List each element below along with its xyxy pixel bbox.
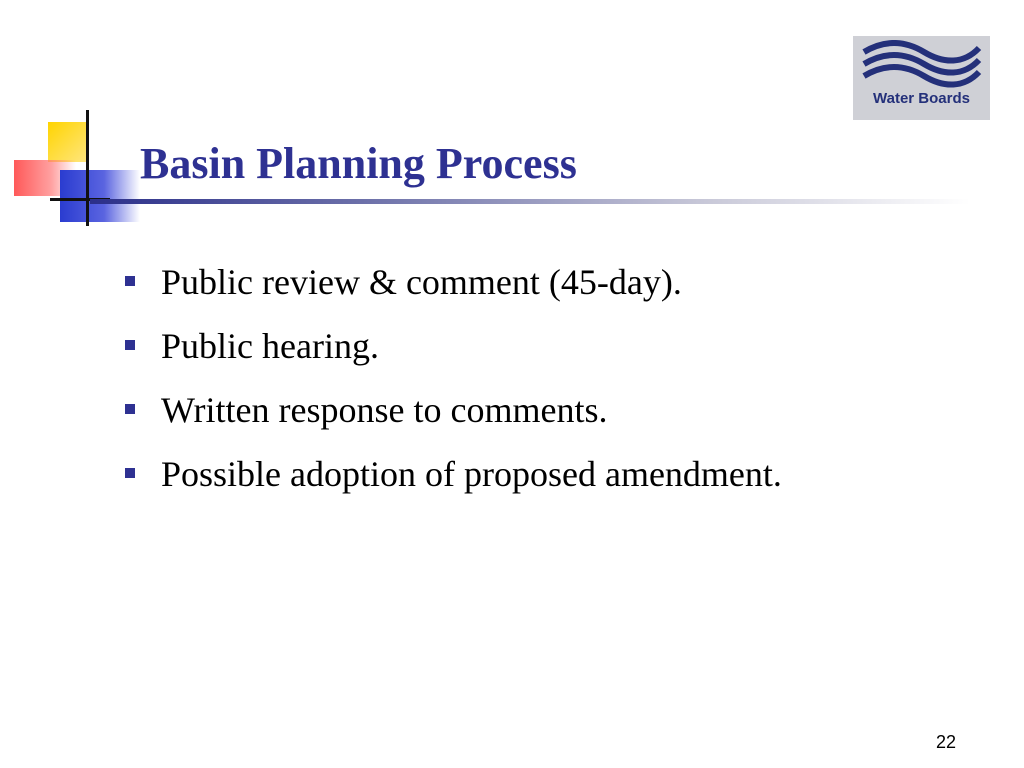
slide-title: Basin Planning Process [140, 139, 577, 188]
bullet-square-icon [125, 404, 135, 414]
bullet-text: Possible adoption of proposed amendment. [161, 454, 782, 494]
bullet-text: Public hearing. [161, 326, 379, 366]
list-item [125, 448, 782, 512]
bullet-square-icon [125, 276, 135, 286]
vertical-line [86, 110, 89, 226]
list-item [125, 320, 782, 384]
page-number: 22 [936, 732, 957, 752]
yellow-square [48, 122, 88, 162]
list-item [125, 256, 782, 320]
water-boards-logo [853, 36, 990, 120]
list-item [125, 384, 782, 448]
bullet-text: Public review & comment (45-day). [161, 262, 682, 302]
bullet-text: Written response to comments. [161, 390, 608, 430]
bullet-square-icon [125, 340, 135, 350]
bullet-square-icon [125, 468, 135, 478]
title-underline [90, 199, 970, 204]
logo-text: Water Boards [873, 90, 970, 107]
decorative-squares [10, 110, 140, 230]
bullet-list [125, 256, 782, 512]
water-waves-icon [859, 40, 984, 90]
blue-square [60, 170, 140, 222]
